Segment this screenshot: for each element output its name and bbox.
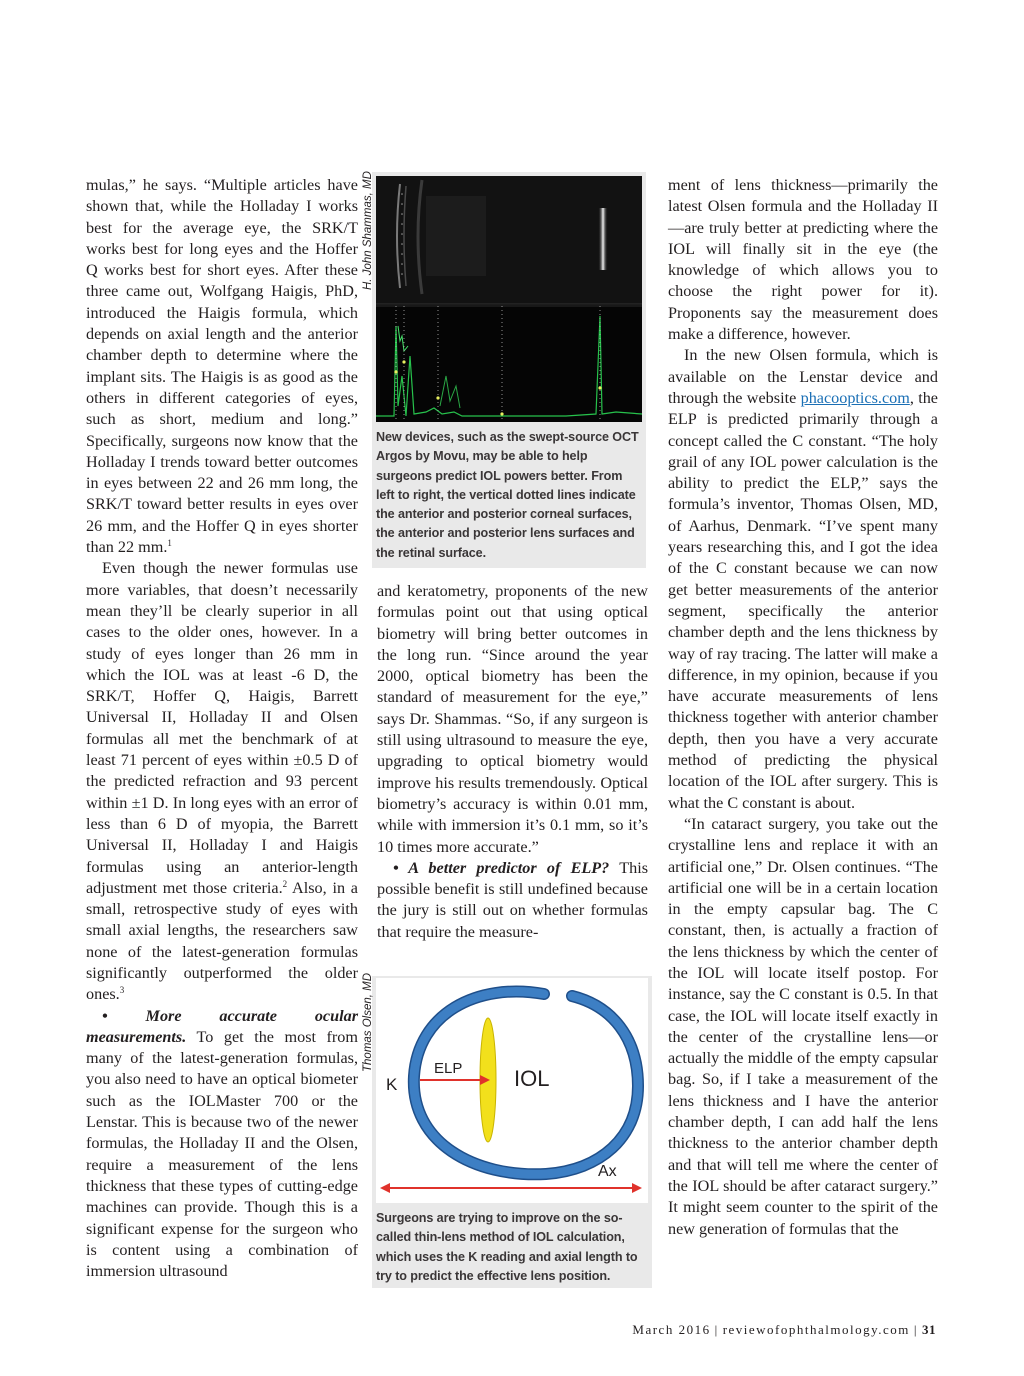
photo-credit: H. John Shammas, MD	[362, 171, 374, 290]
paragraph: In the new Olsen formula, which is available on the Lenstar device and through the website phacooptics.com, the ELP is predicted primarily through a concept called the C constant. “The holy grail of any IOL power calculation is the ability to predict the ELP,” says the formula’s inventor, Thomas Olsen, MD, of Aarhus, Denmark. “I’ve spent many years researching this, and I got the idea of the C constant because we can now get better measurements of the anterior segment, specifically the anterior chamber depth and the lens thickness by way of ray tracing. The latter will make a difference, in my opinion, because if you have accurate measurements of lens thickness together with anterior chamber depth, then you have a very accurate method of predicting the physical location of the IOL after surgery. This is what the C constant is about.	[668, 346, 938, 812]
text-column-2	[377, 581, 648, 943]
text-column-3	[668, 175, 938, 1240]
text-column-1	[86, 175, 358, 1282]
ax-label: Ax	[598, 1163, 617, 1180]
subhead: • A better predictor of ELP?	[393, 858, 610, 877]
page-footer: March 2016 | reviewofophthalmology.com | 31	[632, 1322, 936, 1337]
diagram-credit: Thomas Olsen, MD	[362, 972, 374, 1072]
paragraph: mulas,” he says. “Multiple articles have shown that, while the Holladay I works best for the average eye, the SRK/T works best for long eyes and the Hoffer Q works best for short eyes. After these three came out, Wolfgang Haigis, PhD, introduced the Haigis formula, which depends on axial length and the anterior chamber depth to determine where the implant sits. The Haigis is as good as the others in different categories of eyes, such as short, medium and long.” Specifically, surgeons now know that the Holladay I trends toward better outcomes in eyes between 22 and 26 mm long, the SRK/T toward better results in eyes over 26 mm, and the Hoffer Q in eyes shorter than 22 mm.$^1$	[86, 176, 358, 557]
iol-diagram	[376, 978, 648, 1203]
page-number: 31	[922, 1322, 936, 1337]
issue-date: March 2016	[632, 1322, 711, 1337]
paragraph: and keratometry, proponents of the new formulas point out that using optical biometry will bring better outcomes in the long run. “Since around the year 2000, optical biometry has been the standard of measurement for the eye,” says Dr. Shammas. “So, if any surgeon is still using ultrasound to measure the eye, upgrading to optical biometry would improve his results tremendously. Optical biometry’s accuracy is within 0.01 mm, while with immersion it’s 0.1 mm, so it’s 10 times more accurate.”	[377, 582, 648, 856]
footnote-ref: 2	[282, 878, 288, 889]
website-link[interactable]: phacooptics.com	[800, 388, 910, 407]
iol-label: IOL	[514, 1066, 550, 1091]
footer-website: reviewofophthalmology.com	[722, 1322, 910, 1337]
paragraph: ment of lens thickness—primarily the latest Olsen formula and the Holladay II—are truly better at predicting where the IOL will finally sit in the eye (the knowledge of which allows you to choose the right power for it). Proponents say the measurement does make a difference, however.	[668, 176, 938, 344]
k-label: K	[386, 1075, 398, 1094]
paragraph: • More accurate ocular measurements. To get the most from many of the latest-generation formulas, you also need to have an optical biometer such as the IOLMaster 700 or the Lenstar. This is because two of the newer formulas, the Holladay II and the Olsen, require a measurement of the lens thickness that these types of cutting-edge machines can provide. Though this is a significant expense for the surgeon who is content using a combination of immersion ultrasound	[86, 1006, 358, 1281]
footnote-ref: 1	[167, 538, 172, 549]
figure-2-caption: Surgeons are trying to improve on the so-called thin-lens method of IOL calculation, which uses the K reading and axial length to try to predict the effective lens position.	[376, 1211, 638, 1283]
footnote-ref: 3	[119, 985, 125, 996]
paragraph: “In cataract surgery, you take out the crystalline lens and replace it with an artificial one,” Dr. Olsen continues. “The artificial one will be in a certain location in the empty capsular bag. The C constant, then, is actually a fraction of the lens thickness by which the center of the IOL will locate itself postop. For instance, say the C constant is 0.5. In that case, the IOL will locate itself exactly in the center of the crystalline lens—or actually the middle of the empty capsular bag. So, if I take a measurement of the lens thickness and I have the anterior chamber depth, I can add half the lens thickness to the anterior chamber depth and that will tell me where the center of the IOL should be after cataract surgery.” It might seem counter to the spirit of the new generation of formulas that the	[668, 814, 938, 1238]
subhead: • More accurate ocular measurements.	[86, 1006, 358, 1046]
figure-1-caption: New devices, such as the swept-source OCT Argos by Movu, may be able to help surgeons predict IOL powers better. From left to right, the vertical dotted lines indicate the anterior and posterior corneal surfaces, the anterior and posterior lens surfaces and the retinal surface.	[376, 430, 639, 560]
oct-scan-image	[376, 176, 642, 422]
paragraph: Even though the newer formulas use more variables, that doesn’t necessarily mean they’ll be clearly superior in all cases to the older ones, however. In a study of eyes longer than 26 mm in which the IOL was at least -6 D, the SRK/T, Hoffer Q, Haigis, Barrett Universal II, Holladay II and Olsen formulas all met the benchmark of at least 71 percent of eyes within ±0.5 D of the predicted refraction and 93 percent within ±1 D. In long eyes with an error of less than 6 D of myopia, the Barrett Universal II, Holladay I and Haigis formulas using an anterior-length adjustment met those criteria.$^2$ Also, in a small, retrospective study of eyes with small axial lengths, the researchers saw none of the latest-generation formulas significantly outperformed the older ones.$^3$	[86, 559, 358, 1004]
elp-label: ELP	[434, 1060, 463, 1077]
paragraph: • A better predictor of ELP? This possible benefit is still undefined because the jury is still out on whether formulas that require the measure-	[377, 858, 648, 941]
